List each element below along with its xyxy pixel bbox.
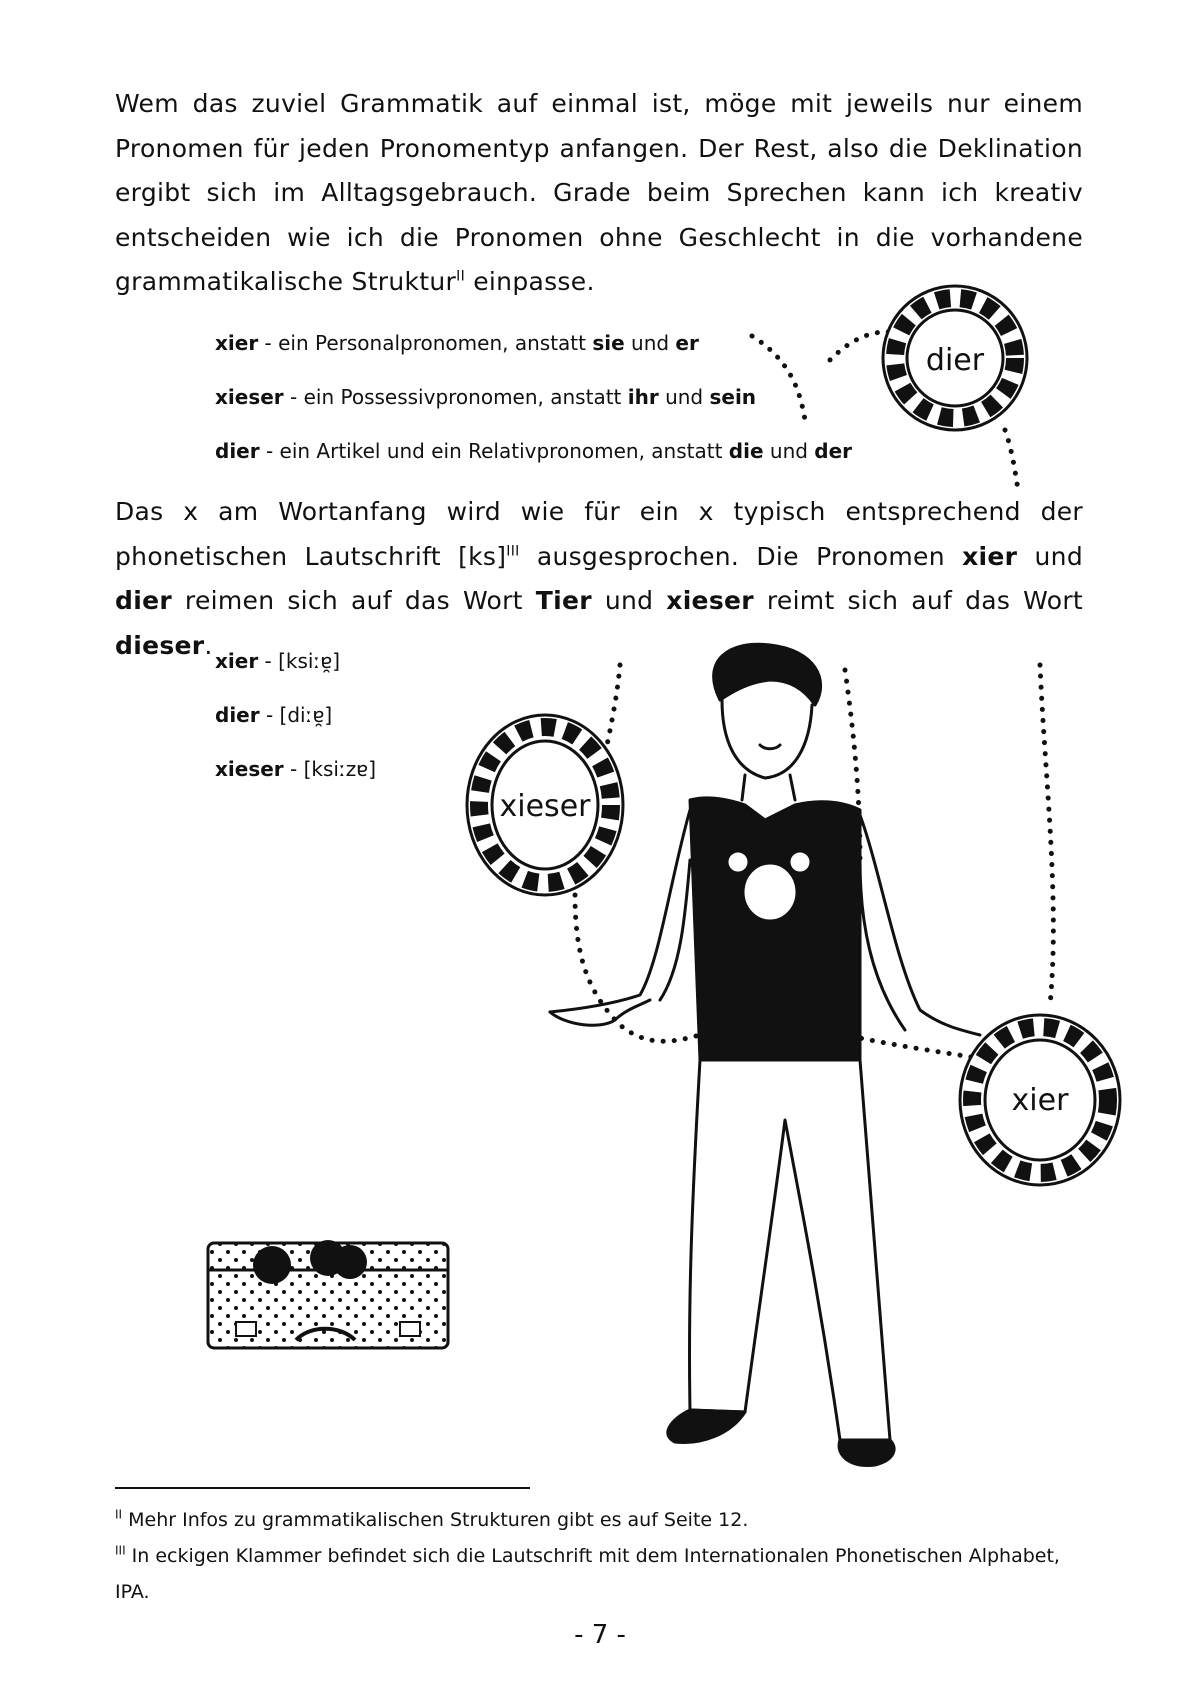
pronoun-term: dier [215, 439, 260, 463]
footnote-text: Mehr Infos zu grammatikalischen Strukturen gibt es auf Seite 12. [122, 1509, 749, 1531]
paragraph-intro-text: Wem das zuviel Grammatik auf einmal ist, möge mit jeweils nur einem Pronomen für jeden Pronomentyp anfangen. Der Rest, also die Deklination ergibt sich im Alltagsgebrauch. Grade beim Sprechen kann ich kreativ entscheiden wie ich die Pronomen ohne Geschlecht in die vorhandene grammatikalische Struktur [115, 89, 1083, 296]
pronoun-a: ihr [627, 385, 659, 409]
ball [333, 1245, 367, 1279]
pronoun-desc: - ein Possessivpronomen, anstatt [283, 385, 628, 409]
para2-text: ausgesprochen. Die Pronomen [519, 541, 963, 571]
para2-bold: Tier [535, 586, 592, 615]
footnote-item [115, 1502, 1083, 1538]
pronoun-mid: und [624, 331, 676, 355]
ring-xieser-label: xieser [499, 789, 591, 824]
para2-text: reimen sich auf das Wort [171, 586, 536, 615]
suitcase-illustration [208, 1240, 448, 1348]
pronoun-a: sie [592, 331, 625, 355]
para2-text: und [1017, 541, 1083, 571]
ring-xier-label: xier [1011, 1083, 1069, 1118]
pronoun-desc: - ein Artikel und ein Relativpronomen, anstatt [259, 439, 729, 463]
page-number: - 7 - [574, 1620, 626, 1650]
pronunciation-term: xieser [215, 757, 284, 781]
pronoun-a: die [728, 439, 764, 463]
paragraph-intro-end: einpasse. [465, 267, 595, 296]
para2-text: Das x am Wortanfang wird wie für ein x typisch entsprechend der phonetischen Lautschrift [ks] [115, 497, 1083, 571]
para2-text: und [591, 586, 667, 615]
ring-xier [960, 1015, 1120, 1185]
ring-dier-label: dier [925, 343, 985, 378]
pronunciation-ipa: - [ksiːzɐ] [283, 757, 376, 781]
footnote-mark: III [115, 1543, 126, 1558]
footnotes [115, 1502, 1083, 1610]
footnote-divider [115, 1487, 530, 1489]
para2-bold: dieser [115, 630, 205, 660]
ball [253, 1246, 291, 1284]
pronoun-b: er [675, 331, 699, 355]
para2-bold: xieser [666, 586, 754, 615]
pronoun-b: der [814, 439, 853, 463]
ring-xieser [467, 715, 623, 895]
pronoun-b: sein [709, 385, 757, 409]
pronunciation-ipa: - [ksiːɐ̯] [258, 649, 341, 673]
footnote-mark: II [115, 1507, 123, 1522]
para2-bold: xier [962, 541, 1018, 571]
footnote-item [115, 1538, 1083, 1610]
pronoun-mid: und [763, 439, 815, 463]
pronoun-mid: und [658, 385, 710, 409]
para2-text: . [204, 630, 213, 660]
pronoun-desc: - ein Personalpronomen, anstatt [258, 331, 593, 355]
pronoun-term: xieser [215, 385, 284, 409]
footnote-ref-2[interactable]: II [456, 268, 465, 285]
pronunciation-term: xier [215, 649, 259, 673]
pronoun-term: xier [215, 331, 259, 355]
para2-text: reimt sich auf das Wort [753, 586, 1083, 615]
para2-bold: dier [115, 586, 172, 615]
pronunciation-ipa: - [diːɐ̯] [259, 703, 333, 727]
footnote-text: In eckigen Klammer befindet sich die Lautschrift mit dem Internationalen Phonetischen Alphabet, IPA. [115, 1545, 1060, 1603]
pronunciation-term: dier [215, 703, 260, 727]
ring-dier [883, 286, 1027, 430]
footnote-ref-3[interactable]: III [506, 543, 520, 560]
